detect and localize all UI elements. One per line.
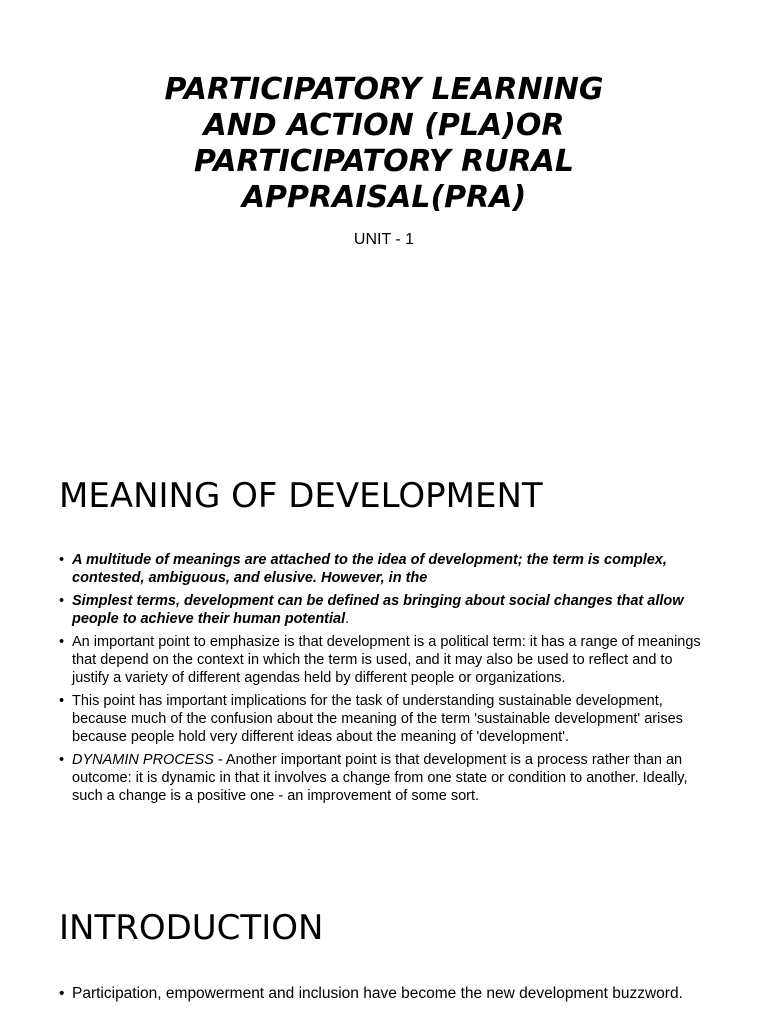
unit-subtitle: UNIT - 1 — [353, 231, 415, 248]
title-line: PARTICIPATORY RURAL — [194, 144, 574, 179]
bullet-marker: • — [59, 593, 65, 609]
bullet-item — [59, 692, 709, 746]
bullet-item — [59, 551, 709, 587]
title-line: PARTICIPATORY LEARNING — [164, 72, 604, 107]
bullet-item — [59, 984, 709, 1003]
bullet-marker: • — [59, 985, 65, 1002]
title-slide — [0, 0, 768, 432]
bullet-list — [59, 984, 709, 1008]
bullet-text: An important point to emphasize is that development is a political term: it has a range of meanings that depend on the context in which the term is used, and it may also be used to reflect and to justify a variety of different agendas held by different people or organizations. — [72, 634, 701, 686]
bullet-item — [59, 592, 709, 628]
section-heading: MEANING OF DEVELOPMENT — [59, 476, 543, 516]
bullet-marker: • — [59, 552, 65, 568]
bullet-text: Participation, empowerment and inclusion have become the new development buzzword. — [72, 985, 683, 1002]
section-heading: INTRODUCTION — [59, 908, 324, 948]
bullet-marker: • — [59, 693, 65, 709]
introduction-slide — [0, 864, 768, 1024]
title-line: APPRAISAL(PRA) — [241, 180, 527, 215]
meaning-slide — [0, 432, 768, 864]
bullet-text: This point has important implications for the task of understanding sustainable development, because much of the confusion about the meaning of the term 'sustainable development' arises because people hold very different ideas about the meaning of 'development'. — [72, 693, 683, 745]
document-title — [0, 72, 768, 216]
bullet-text: A multitude of meanings are attached to the idea of development; the term is complex, contested, ambiguous, and elusive. However, in the — [72, 552, 667, 586]
bullet-list — [59, 551, 709, 810]
bullet-item — [59, 751, 709, 805]
bullet-text-tail: . — [345, 611, 350, 627]
bullet-text: - Another important point is that development is a process rather than an outcome: it is dynamic in that it involves a change from one state or condition to another. Ideally, such a change is a positive one - an improvement of some sort. — [72, 752, 688, 804]
title-line: AND ACTION (PLA)OR — [203, 108, 565, 143]
bullet-marker: • — [59, 634, 65, 650]
bullet-item — [59, 633, 709, 687]
bullet-text: Simplest terms, development can be defined as bringing about social changes that allow people to achieve their human potential — [72, 593, 684, 627]
bullet-lead: DYNAMIN PROCESS — [72, 752, 214, 768]
bullet-marker: • — [59, 752, 65, 768]
